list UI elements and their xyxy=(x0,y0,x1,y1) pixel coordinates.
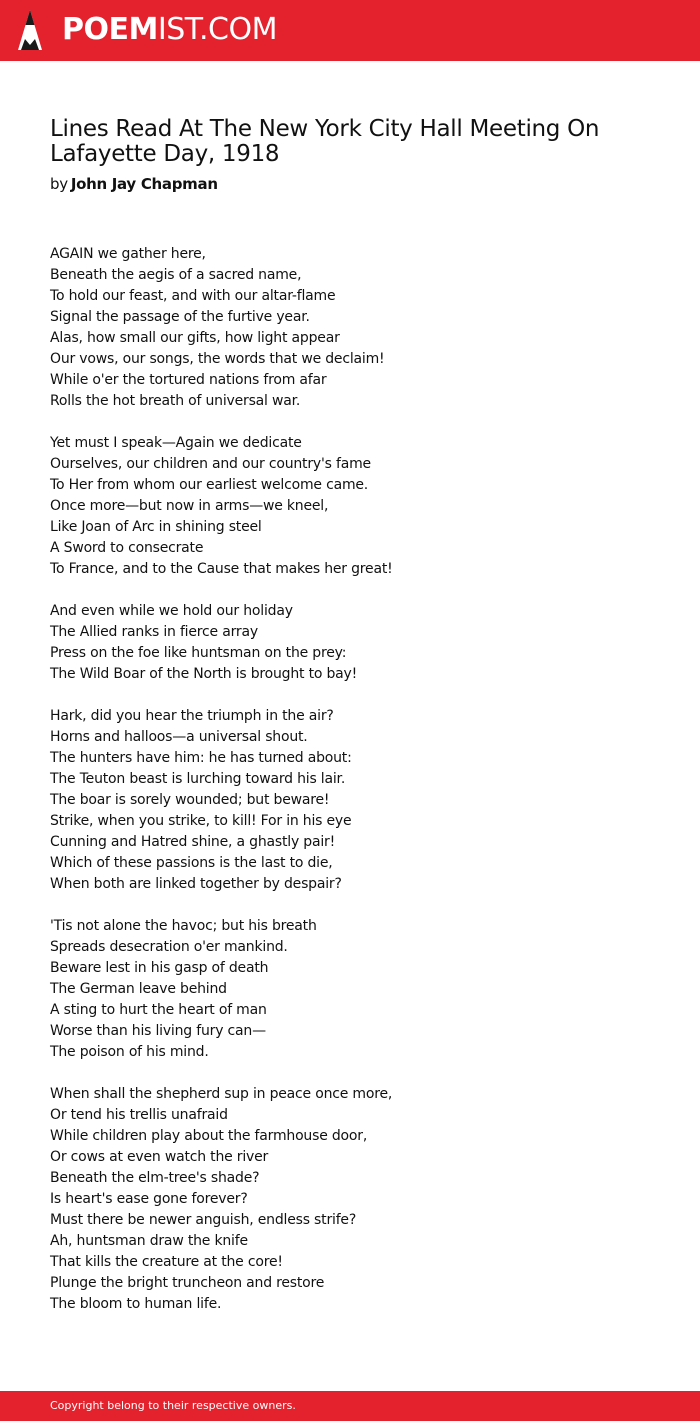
author-name: John Jay Chapman xyxy=(70,175,218,193)
header-bar xyxy=(0,0,700,61)
stanza xyxy=(50,916,650,1063)
poem-line: Ah, huntsman draw the knife xyxy=(50,1233,248,1249)
poem-line: Rolls the hot breath of universal war. xyxy=(50,393,301,409)
poem-line: The Teuton beast is lurching toward his lair. xyxy=(50,771,346,787)
poem-line: While o'er the tortured nations from afar xyxy=(50,372,327,388)
poem-line: To Her from whom our earliest welcome came. xyxy=(50,477,369,493)
poem-title: Lines Read At The New York City Hall Meeting On Lafayette Day, 1918 xyxy=(50,116,600,167)
poem-line: The hunters have him: he has turned about: xyxy=(50,750,352,766)
poem-line: While children play about the farmhouse door, xyxy=(50,1128,368,1144)
logo-text-light: IST.COM xyxy=(157,12,277,47)
poem-line: Beware lest in his gasp of death xyxy=(50,960,269,976)
pencil-tip-icon xyxy=(17,9,43,51)
footer-bar xyxy=(0,1391,700,1421)
poem-line: To France, and to the Cause that makes her great! xyxy=(50,561,393,577)
poem-line: The German leave behind xyxy=(50,981,227,997)
poem-line: A sting to hurt the heart of man xyxy=(50,1002,267,1018)
poem-line: Must there be newer anguish, endless strife? xyxy=(50,1212,357,1228)
poem-line: Cunning and Hatred shine, a ghastly pair! xyxy=(50,834,336,850)
poem-line: To hold our feast, and with our altar-flame xyxy=(50,288,336,304)
poem-line: Like Joan of Arc in shining steel xyxy=(50,519,262,535)
stanza xyxy=(50,244,650,412)
poem-line: Worse than his living fury can— xyxy=(50,1023,266,1039)
poem-line: Or tend his trellis unafraid xyxy=(50,1107,228,1123)
poem-line: Plunge the bright truncheon and restore xyxy=(50,1275,325,1291)
site-logo[interactable] xyxy=(62,10,277,50)
poem-line: When shall the shepherd sup in peace once more, xyxy=(50,1086,393,1102)
poem-line: The poison of his mind. xyxy=(50,1044,209,1060)
stanza xyxy=(50,1084,650,1315)
poem-line: When both are linked together by despair? xyxy=(50,876,342,892)
poem-line: Beneath the elm-tree's shade? xyxy=(50,1170,260,1186)
poem-line: Yet must I speak—Again we dedicate xyxy=(50,435,302,451)
poem-line: The bloom to human life. xyxy=(50,1296,222,1312)
poem-line: Signal the passage of the furtive year. xyxy=(50,309,310,325)
by-label: by xyxy=(50,175,68,193)
poem-line: Our vows, our songs, the words that we declaim! xyxy=(50,351,385,367)
poem-line: Alas, how small our gifts, how light appear xyxy=(50,330,340,346)
poem-line: Which of these passions is the last to die, xyxy=(50,855,333,871)
poem-line: 'Tis not alone the havoc; but his breath xyxy=(50,918,317,934)
poem-line: The Wild Boar of the North is brought to bay! xyxy=(50,666,358,682)
poem-line: And even while we hold our holiday xyxy=(50,603,293,619)
poem-line: Strike, when you strike, to kill! For in his eye xyxy=(50,813,352,829)
stanza xyxy=(50,433,650,580)
poem-line: That kills the creature at the core! xyxy=(50,1254,283,1270)
poem-body xyxy=(50,244,650,1336)
stanza xyxy=(50,601,650,685)
poem-line: The Allied ranks in fierce array xyxy=(50,624,258,640)
logo-text-bold: POEM xyxy=(62,12,158,47)
poem-line: Or cows at even watch the river xyxy=(50,1149,269,1165)
poem-line: Once more—but now in arms—we kneel, xyxy=(50,498,329,514)
poem-line: Beneath the aegis of a sacred name, xyxy=(50,267,302,283)
copyright-notice: Copyright belong to their respective owners. xyxy=(50,1399,296,1412)
poem-line: A Sword to consecrate xyxy=(50,540,204,556)
stanza xyxy=(50,706,650,895)
poem-line: Spreads desecration o'er mankind. xyxy=(50,939,288,955)
byline xyxy=(50,173,218,195)
poem-line: Press on the foe like huntsman on the prey: xyxy=(50,645,347,661)
poem-line: The boar is sorely wounded; but beware! xyxy=(50,792,330,808)
poem-line: Horns and halloos—a universal shout. xyxy=(50,729,308,745)
poem-line: AGAIN we gather here, xyxy=(50,246,206,262)
poem-line: Is heart's ease gone forever? xyxy=(50,1191,248,1207)
poem-line: Hark, did you hear the triumph in the air? xyxy=(50,708,334,724)
poem-line: Ourselves, our children and our country's fame xyxy=(50,456,371,472)
